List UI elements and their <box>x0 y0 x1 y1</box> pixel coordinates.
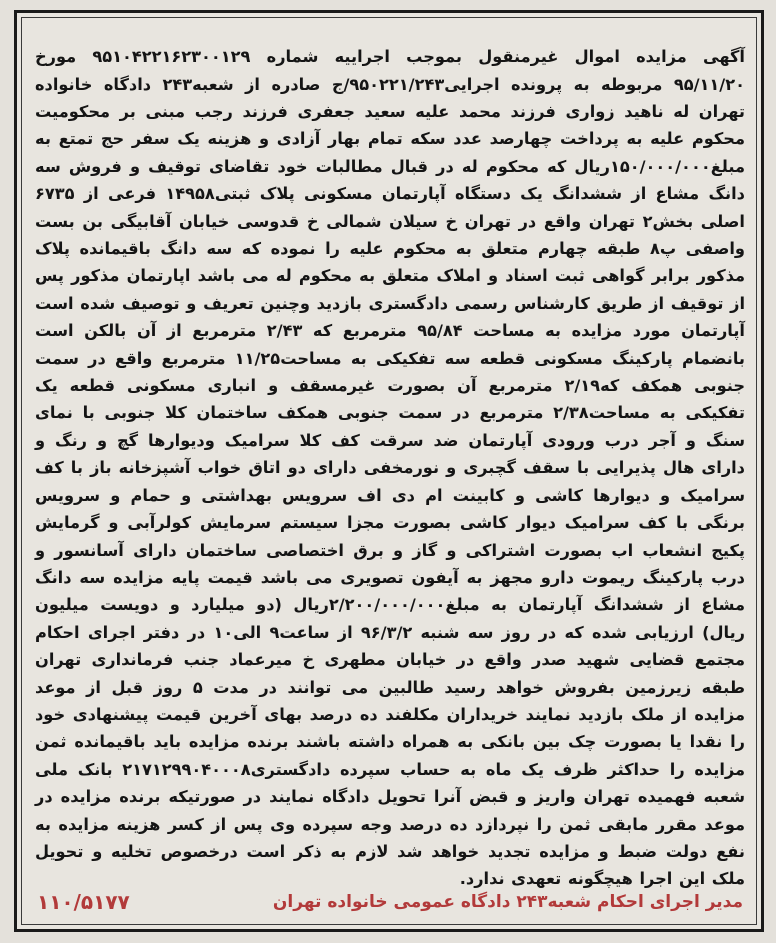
notice-body-text: آگهی مزایده اموال غیرمنقول بموجب اجراییه شماره ۹۵۱۰۴۲۲۱۶۲۳۰۰۱۲۹ مورخ ۹۵/۱۱/۲۰ مربوطه به پرونده اجرایی۹۵۰۲۲۱/۲۴۳/ج صادره از شعبه۲۴۳ دادگاه خانواده تهران له ناهید زواری فرزند محمد علیه سعید جعفری فرزند رجب مبنی بر محکومیت محکوم علیه به پرداخت چهارصد عدد سکه تمام بهار آزادی و هزینه یک سفر حج تمتع به مبلغ۱۵۰/۰۰۰/۰۰۰ریال که محکوم له در قبال مطالبات خود تقاضای توقیف و فروش سه دانگ مشاع از ششدانگ یک دستگاه آپارتمان مسکونی پلاک ثبتی۱۴۹۵۸ فرعی از ۶۷۳۵ اصلی بخش۲ تهران واقع در تهران خ سیلان شمالی خ قدوسی خیابان آقابیگی بن بست واصفی پ۸ طبقه چهارم متعلق به محکوم علیه را نموده که سه دانگ باقیمانده پلاک مذکور برابر گواهی ثبت اسناد و املاک متعلق به محکوم له می باشد اپارتمان مذکور پس از توقیف از طریق کارشناس رسمی دادگستری بازدید وچنین تعریف و توصیف شده است آپارتمان مورد مزایده به مساحت ۹۵/۸۴ مترمربع که ۲/۴۳ مترمربع از آن بالکن است بانضمام پارکینگ مسکونی قطعه سه تفکیکی به مساحت۱۱/۲۵ مترمربع واقع در سمت جنوبی همکف که۲/۱۹ مترمربع آن بصورت غیرمسقف و انباری مسکونی قطعه یک تفکیکی به مساحت۲/۳۸ مترمربع در سمت جنوبی همکف ساختمان کلا جنوبی با نمای سنگ و آجر درب ورودی آپارتمان ضد سرقت کف کلا سرامیک ودیوارها گچ و رنگ و دارای هال پذیرایی با سقف گچبری و نورمخفی دارای دو اتاق خواب آشپزخانه باز با کف سرامیک و دیوارها کاشی و کابینت ام دی اف سرویس بهداشتی و حمام و سرویس برنگی با کف سرامیک دیوار کاشی بصورت مجزا سیستم سرمایش کولرآبی و گرمایش پکیج انشعاب اب بصورت اشتراکی و گاز و برق اختصاصی ساختمان دارای آسانسور و درب پارکینگ ریموت دارو مجهز به آیفون تصویری می باشد قیمت پایه مزایده سه دانگ مشاع از ششدانگ آپارتمان به مبلغ۲/۲۰۰/۰۰۰/۰۰۰ریال (دو میلیارد و دویست میلیون ریال) ارزیابی شده که در روز سه شنبه ۹۶/۳/۲ از ساعت۹ الی۱۰ در دفتر اجرای احکام مجتمع قضایی شهید صدر واقع در خیابان مطهری خ میرعماد جنب فرمانداری تهران طبقه زیرزمین بفروش خواهد رسید طالبین می توانند در مدت ۵ روز قبل از موعد مزایده از ملک بازدید نمایند خریداران مکلفند ده درصد بهای آخرین قیمت پیشنهادی خود را نقدا یا بصورت چک بین بانکی به همراه داشته باشند برنده مزایده باید باقیمانده ثمن مزایده را حداکثر ظرف یک ماه به حساب سپرده دادگستری۲۱۷۱۲۹۹۰۴۰۰۰۸ بانک ملی شعبه فهمیده تهران واریز و قبض آنرا تحویل دادگاه نمایند در صورتیکه برنده مزایده در موعد مقرر مابقی ثمن را نپردازد ده درصد وجه سپرده وی پس از کسر هزینه مزایده به نفع دولت ضبط و مزایده تجدید خواهد شد لازم به ذکر است درخصوص تخلیه و تحویل ملک این اجرا هیچگونه تعهدی ندارد. <box>35 47 746 889</box>
auction-notice-box <box>14 10 764 932</box>
notice-footer <box>37 887 743 917</box>
notice-code: ۱۱۰/۵۱۷۷ <box>37 890 130 914</box>
signature-line: مدیر اجرای احکام شعبه۲۴۳ دادگاه عمومی خانواده تهران <box>272 892 743 912</box>
